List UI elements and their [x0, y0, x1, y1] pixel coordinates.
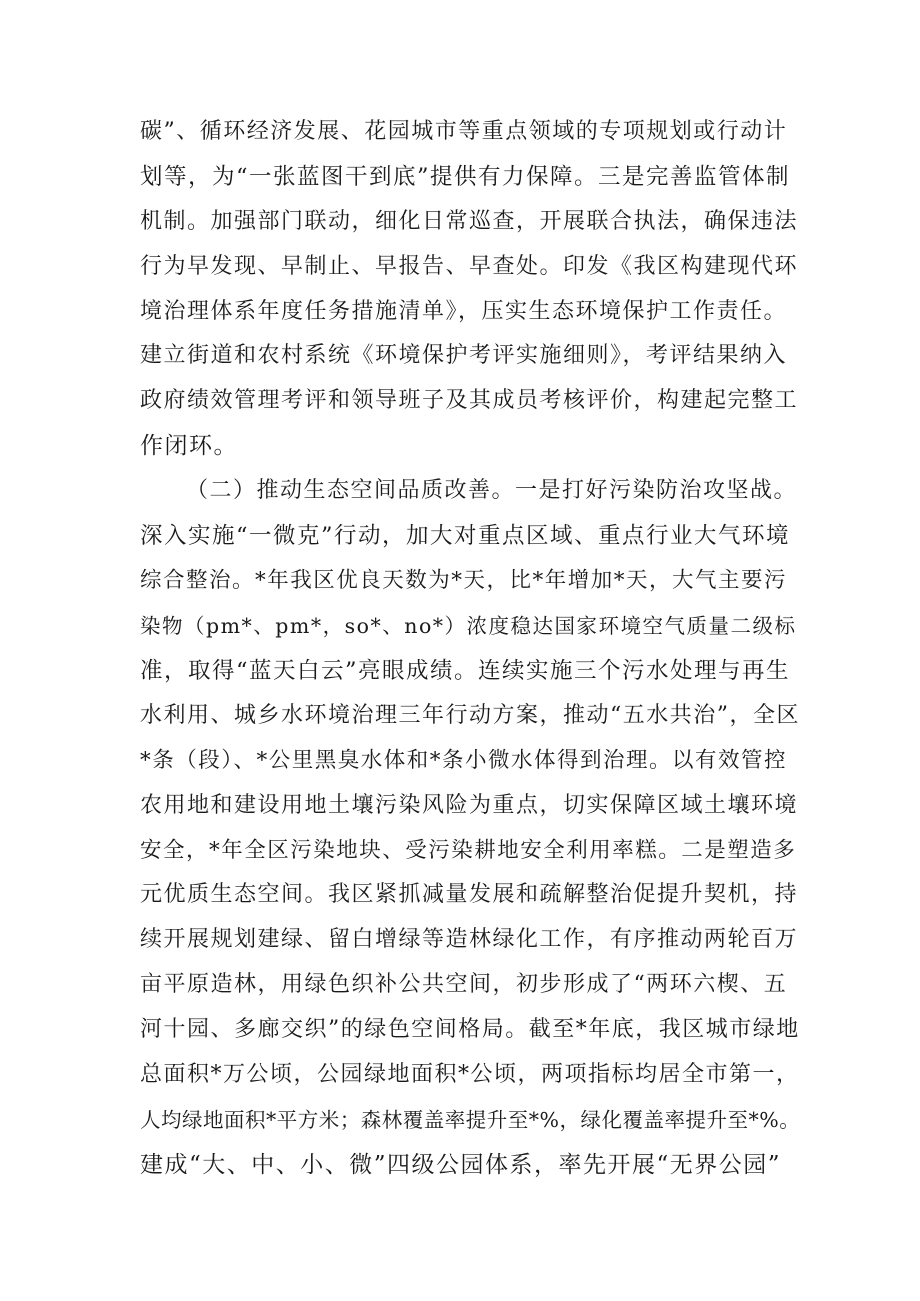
text-line: 农用地和建设用地土壤污染风险为重点，切实保障区域土壤环境 — [140, 793, 799, 818]
text-line: 准，取得“蓝天白云”亮眼成绩。连续实施三个污水处理与再生 — [140, 658, 791, 684]
section-heading-line: （二）推动生态空间品质改善。一是打好污染防治攻坚战。 — [186, 478, 798, 503]
text-line: 染物（pm*、pm*，so*、no*）浓度稳达国家环境空气质量二级标 — [140, 614, 797, 638]
text-line: 总面积*万公顷，公园绿地面积*公顷，两项指标均居全市第一， — [140, 1062, 800, 1087]
text-line: 深入实施“一微克”行动，加大对重点区域、重点行业大气环境 — [140, 523, 791, 549]
text-line: 亩平原造林，用绿色织补公共空间，初步形成了“两环六楔、五 — [140, 972, 788, 997]
text-line: 境治理体系年度任务措施清单》，压实生态环境保护工作责任。 — [140, 299, 788, 324]
text-line: 机制。加强部门联动，细化日常巡查，开展联合执法，确保违法 — [140, 209, 799, 234]
text-line: 综合整治。*年我区优良天数为*天，比*年增加*天，大气主要污 — [140, 568, 788, 593]
text-line: 政府绩效管理考评和领导班子及其成员考核评价，构建起完整工 — [140, 388, 799, 413]
text-line: *条（段）、*公里黑臭水体和*条小微水体得到治理。以有效管控 — [140, 748, 788, 773]
text-line: 划等，为“一张蓝图干到底”提供有力保障。三是完善监管体制 — [140, 164, 791, 190]
text-line: 建立街道和农村系统《环境保护考评实施细则》，考评结果纳入 — [140, 343, 788, 368]
text-line: 安全，*年全区污染地块、受污染耕地安全利用率糕。二是塑造多 — [140, 838, 797, 863]
text-line: 续开展规划建绿、留白增绿等造林绿化工作，有序推动两轮百万 — [140, 927, 799, 952]
text-line: 碳”、循环经济发展、花园城市等重点领域的专项规划或行动计 — [140, 119, 788, 144]
text-line: 作闭环。 — [140, 433, 238, 459]
text-line: 行为早发现、早制止、早报告、早查处。印发《我区构建现代环 — [140, 254, 799, 279]
text-line: 水利用、城乡水环境治理三年行动方案，推动“五水共治”，全区 — [140, 703, 800, 728]
text-line: 河十园、多廊交织”的绿色空间格局。截至*年底，我区城市绿地 — [140, 1017, 800, 1042]
text-line: 元优质生态空间。我区紧抓减量发展和疏解整治促提升契机，持 — [140, 882, 799, 907]
text-line: 人均绿地面积*平方米；森林覆盖率提升至*%，绿化覆盖率提升至*%。 — [140, 1108, 801, 1132]
text-line: 建成“大、中、小、微”四级公园体系，率先开展“无界公园” — [140, 1152, 782, 1178]
